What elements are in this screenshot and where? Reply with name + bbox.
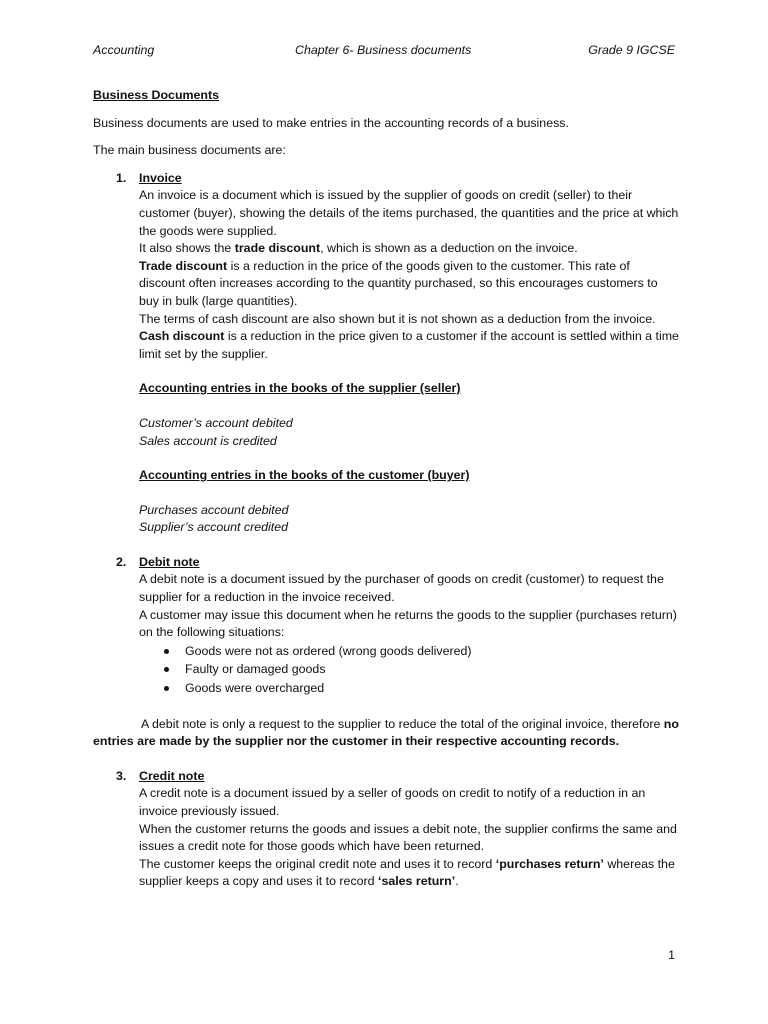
- header-subject: Accounting: [93, 43, 155, 57]
- debit-note-situations: [139, 643, 679, 698]
- credit-note-process: When the customer returns the goods and issues a debit note, the supplier confirms the same and issues a credit note for those goods which have been returned.: [139, 821, 677, 854]
- header-chapter: Chapter 6- Business documents: [295, 43, 472, 57]
- seller-entry-credit: Sales account is credited: [139, 433, 277, 448]
- buyer-entry-debit: Purchases account debited: [139, 502, 289, 517]
- list-item: Faulty or damaged goods: [162, 661, 679, 679]
- debit-note-remark: A debit note is only a request to the supplier to reduce the total of the original invoice, therefore no entries are made by the supplier nor the customer in their respective accounting records.: [93, 716, 679, 749]
- section-number: 3.: [116, 768, 127, 783]
- debit-note-definition: A debit note is a document issued by the purchaser of goods on credit (customer) to request the supplier for a reduction in the invoice received.: [139, 572, 664, 605]
- buyer-entry-credit: Supplier’s account credited: [139, 520, 289, 535]
- section-heading-invoice: Invoice: [139, 170, 182, 185]
- seller-entries-heading: Accounting entries in the books of the supplier (seller): [139, 381, 461, 396]
- list-item: Goods were not as ordered (wrong goods delivered): [162, 643, 679, 661]
- cash-discount-terms: The terms of cash discount are also shown but it is not shown as a deduction from the invoice.: [139, 311, 656, 326]
- section-invoice: [93, 170, 679, 537]
- section-credit-note: [93, 768, 679, 891]
- cash-discount-definition: Cash discount is a reduction in the price given to a customer if the account is settled within a time limit set by the supplier.: [139, 329, 679, 361]
- seller-entry-debit: Customer’s account debited: [139, 415, 293, 430]
- section-heading-debit-note: Debit note: [139, 554, 200, 569]
- list-item: Goods were overcharged: [162, 680, 679, 698]
- section-debit-note: [93, 554, 679, 698]
- page-title: Business Documents: [93, 88, 220, 102]
- intro-paragraph: Business documents are used to make entries in the accounting records of a business.: [93, 115, 569, 130]
- page-number: 1: [668, 948, 675, 962]
- invoice-trade-discount-note: It also shows the trade discount, which is shown as a deduction on the invoice.: [139, 241, 578, 256]
- credit-note-usage: The customer keeps the original credit note and uses it to record ‘purchases return’ whereas the supplier keeps a copy and uses it to record ‘sales return’.: [139, 856, 675, 889]
- header-grade: Grade 9 IGCSE: [588, 43, 675, 57]
- section-number: 2.: [116, 554, 127, 569]
- buyer-entries-heading: Accounting entries in the books of the customer (buyer): [139, 468, 470, 483]
- trade-discount-definition: Trade discount is a reduction in the price of the goods given to the customer. This rate of discount often increases according to the quantity purchased, so this encourages customers to buy in bulk (large quantities).: [139, 258, 658, 308]
- page-header: [93, 42, 675, 60]
- debit-note-situations-lead: A customer may issue this document when he returns the goods to the supplier (purchases return) on the following situations:: [139, 607, 677, 640]
- section-heading-credit-note: Credit note: [139, 768, 205, 783]
- credit-note-definition: A credit note is a document issued by a seller of goods on credit to notify of a reduction in an invoice previously issued.: [139, 786, 646, 818]
- section-number: 1.: [116, 170, 127, 185]
- invoice-definition: An invoice is a document which is issued by the supplier of goods on credit (seller) to their customer (buyer), showing the details of the items purchased, the quantities and the price at which the goods were supplied.: [139, 188, 679, 238]
- document-body: [93, 87, 679, 891]
- intro-list-lead: The main business documents are:: [93, 143, 286, 158]
